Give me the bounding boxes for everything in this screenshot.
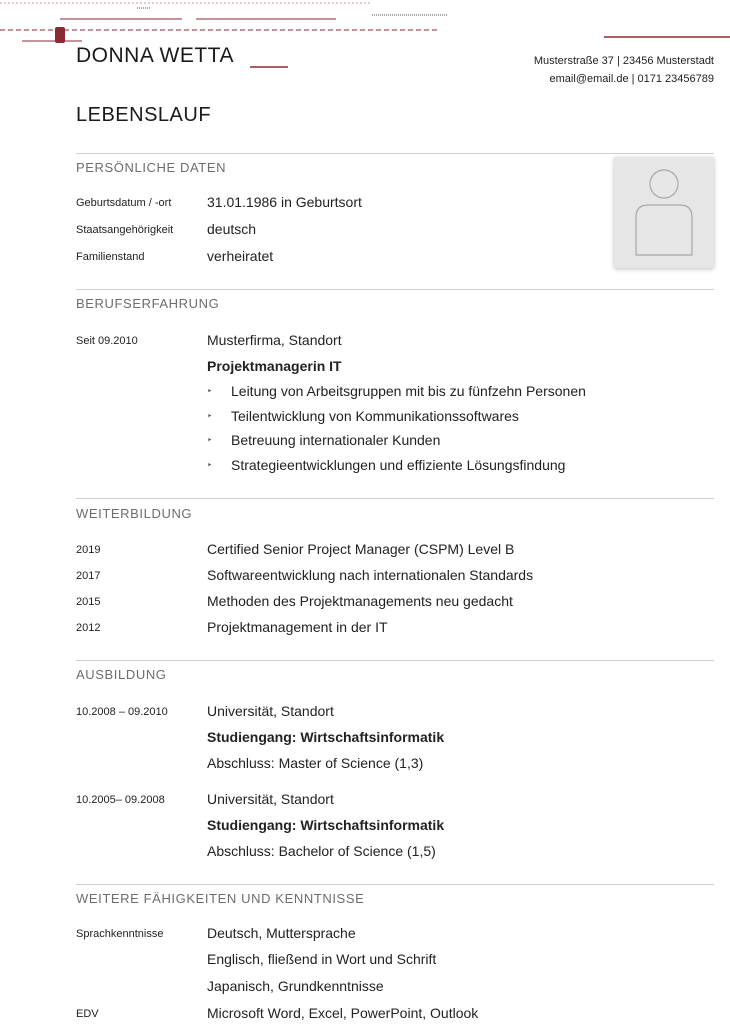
experience-date: Seit 09.2010 <box>76 335 138 347</box>
personal-label: Staatsangehörigkeit <box>76 224 174 236</box>
contact-block <box>534 52 714 88</box>
language-item: Englisch, fließend in Wort und Schrift <box>207 951 437 967</box>
section-title-experience: BERUFSERFAHRUNG <box>76 296 220 311</box>
section-divider <box>76 153 714 154</box>
section-divider <box>76 498 714 499</box>
education-dates: 10.2005– 09.2008 <box>76 794 165 806</box>
training-title: Projektmanagement in der IT <box>207 619 388 635</box>
personal-value: deutsch <box>207 221 257 237</box>
section-divider <box>76 884 714 885</box>
personal-label: Geburtsdatum / -ort <box>76 197 172 209</box>
person-placeholder-icon <box>614 157 714 268</box>
header-decoration <box>0 0 730 50</box>
section-title-personal: PERSÖNLICHE DATEN <box>76 160 227 175</box>
section-divider <box>76 289 714 290</box>
training-year: 2017 <box>76 570 101 582</box>
skills-label-it: EDV <box>76 1008 99 1020</box>
section-title-training: WEITERBILDUNG <box>76 506 193 521</box>
education-school: Universität, Standort <box>207 791 334 807</box>
experience-role: Projektmanagerin IT <box>207 358 342 374</box>
personal-label: Familienstand <box>76 251 145 263</box>
bullet-icon: ‣ <box>207 435 213 445</box>
language-item: Deutsch, Muttersprache <box>207 925 356 941</box>
education-dates: 10.2008 – 09.2010 <box>76 706 168 718</box>
personal-value: verheiratet <box>207 248 274 264</box>
candidate-name: DONNA WETTA <box>76 44 234 67</box>
email-phone-line: email@email.de | 0171 23456789 <box>549 73 714 85</box>
section-title-education: AUSBILDUNG <box>76 667 167 682</box>
education-degree: Abschluss: Master of Science (1,3) <box>207 755 424 771</box>
education-program: Studiengang: Wirtschaftsinformatik <box>207 817 445 833</box>
document-title: LEBENSLAUF <box>76 104 212 126</box>
bullet-icon: ‣ <box>207 411 213 421</box>
bullet-icon: ‣ <box>207 460 213 470</box>
training-title: Methoden des Projektmanagements neu gedacht <box>207 593 513 609</box>
training-year: 2015 <box>76 596 101 608</box>
experience-bullet: Teilentwicklung von Kommunikationssoftwares <box>231 408 519 424</box>
language-item: Japanisch, Grundkenntnisse <box>207 978 384 994</box>
name-accent-line <box>250 65 290 69</box>
personal-value: 31.01.1986 in Geburtsort <box>207 194 362 210</box>
training-title: Softwareentwicklung nach internationalen Standards <box>207 567 534 583</box>
experience-bullet: Betreuung internationaler Kunden <box>231 432 441 448</box>
training-year: 2019 <box>76 544 101 556</box>
profile-photo-placeholder[interactable] <box>614 157 714 268</box>
skills-label-languages: Sprachkenntnisse <box>76 928 164 940</box>
experience-bullet: Leitung von Arbeitsgruppen mit bis zu fünfzehn Personen <box>231 383 586 399</box>
experience-employer: Musterfirma, Standort <box>207 332 342 348</box>
bullet-icon: ‣ <box>207 386 213 396</box>
education-degree: Abschluss: Bachelor of Science (1,5) <box>207 843 436 859</box>
address-line: Musterstraße 37 | 23456 Musterstadt <box>533 55 714 67</box>
it-skills-value: Microsoft Word, Excel, PowerPoint, Outlook <box>207 1005 479 1021</box>
training-title: Certified Senior Project Manager (CSPM) Level B <box>207 541 515 557</box>
education-program: Studiengang: Wirtschaftsinformatik <box>207 729 445 745</box>
section-title-skills: WEITERE FÄHIGKEITEN UND KENNTNISSE <box>76 891 365 906</box>
education-school: Universität, Standort <box>207 703 334 719</box>
experience-bullet: Strategieentwicklungen und effiziente Lösungsfindung <box>231 457 566 473</box>
section-divider <box>76 660 714 661</box>
training-year: 2012 <box>76 622 101 634</box>
